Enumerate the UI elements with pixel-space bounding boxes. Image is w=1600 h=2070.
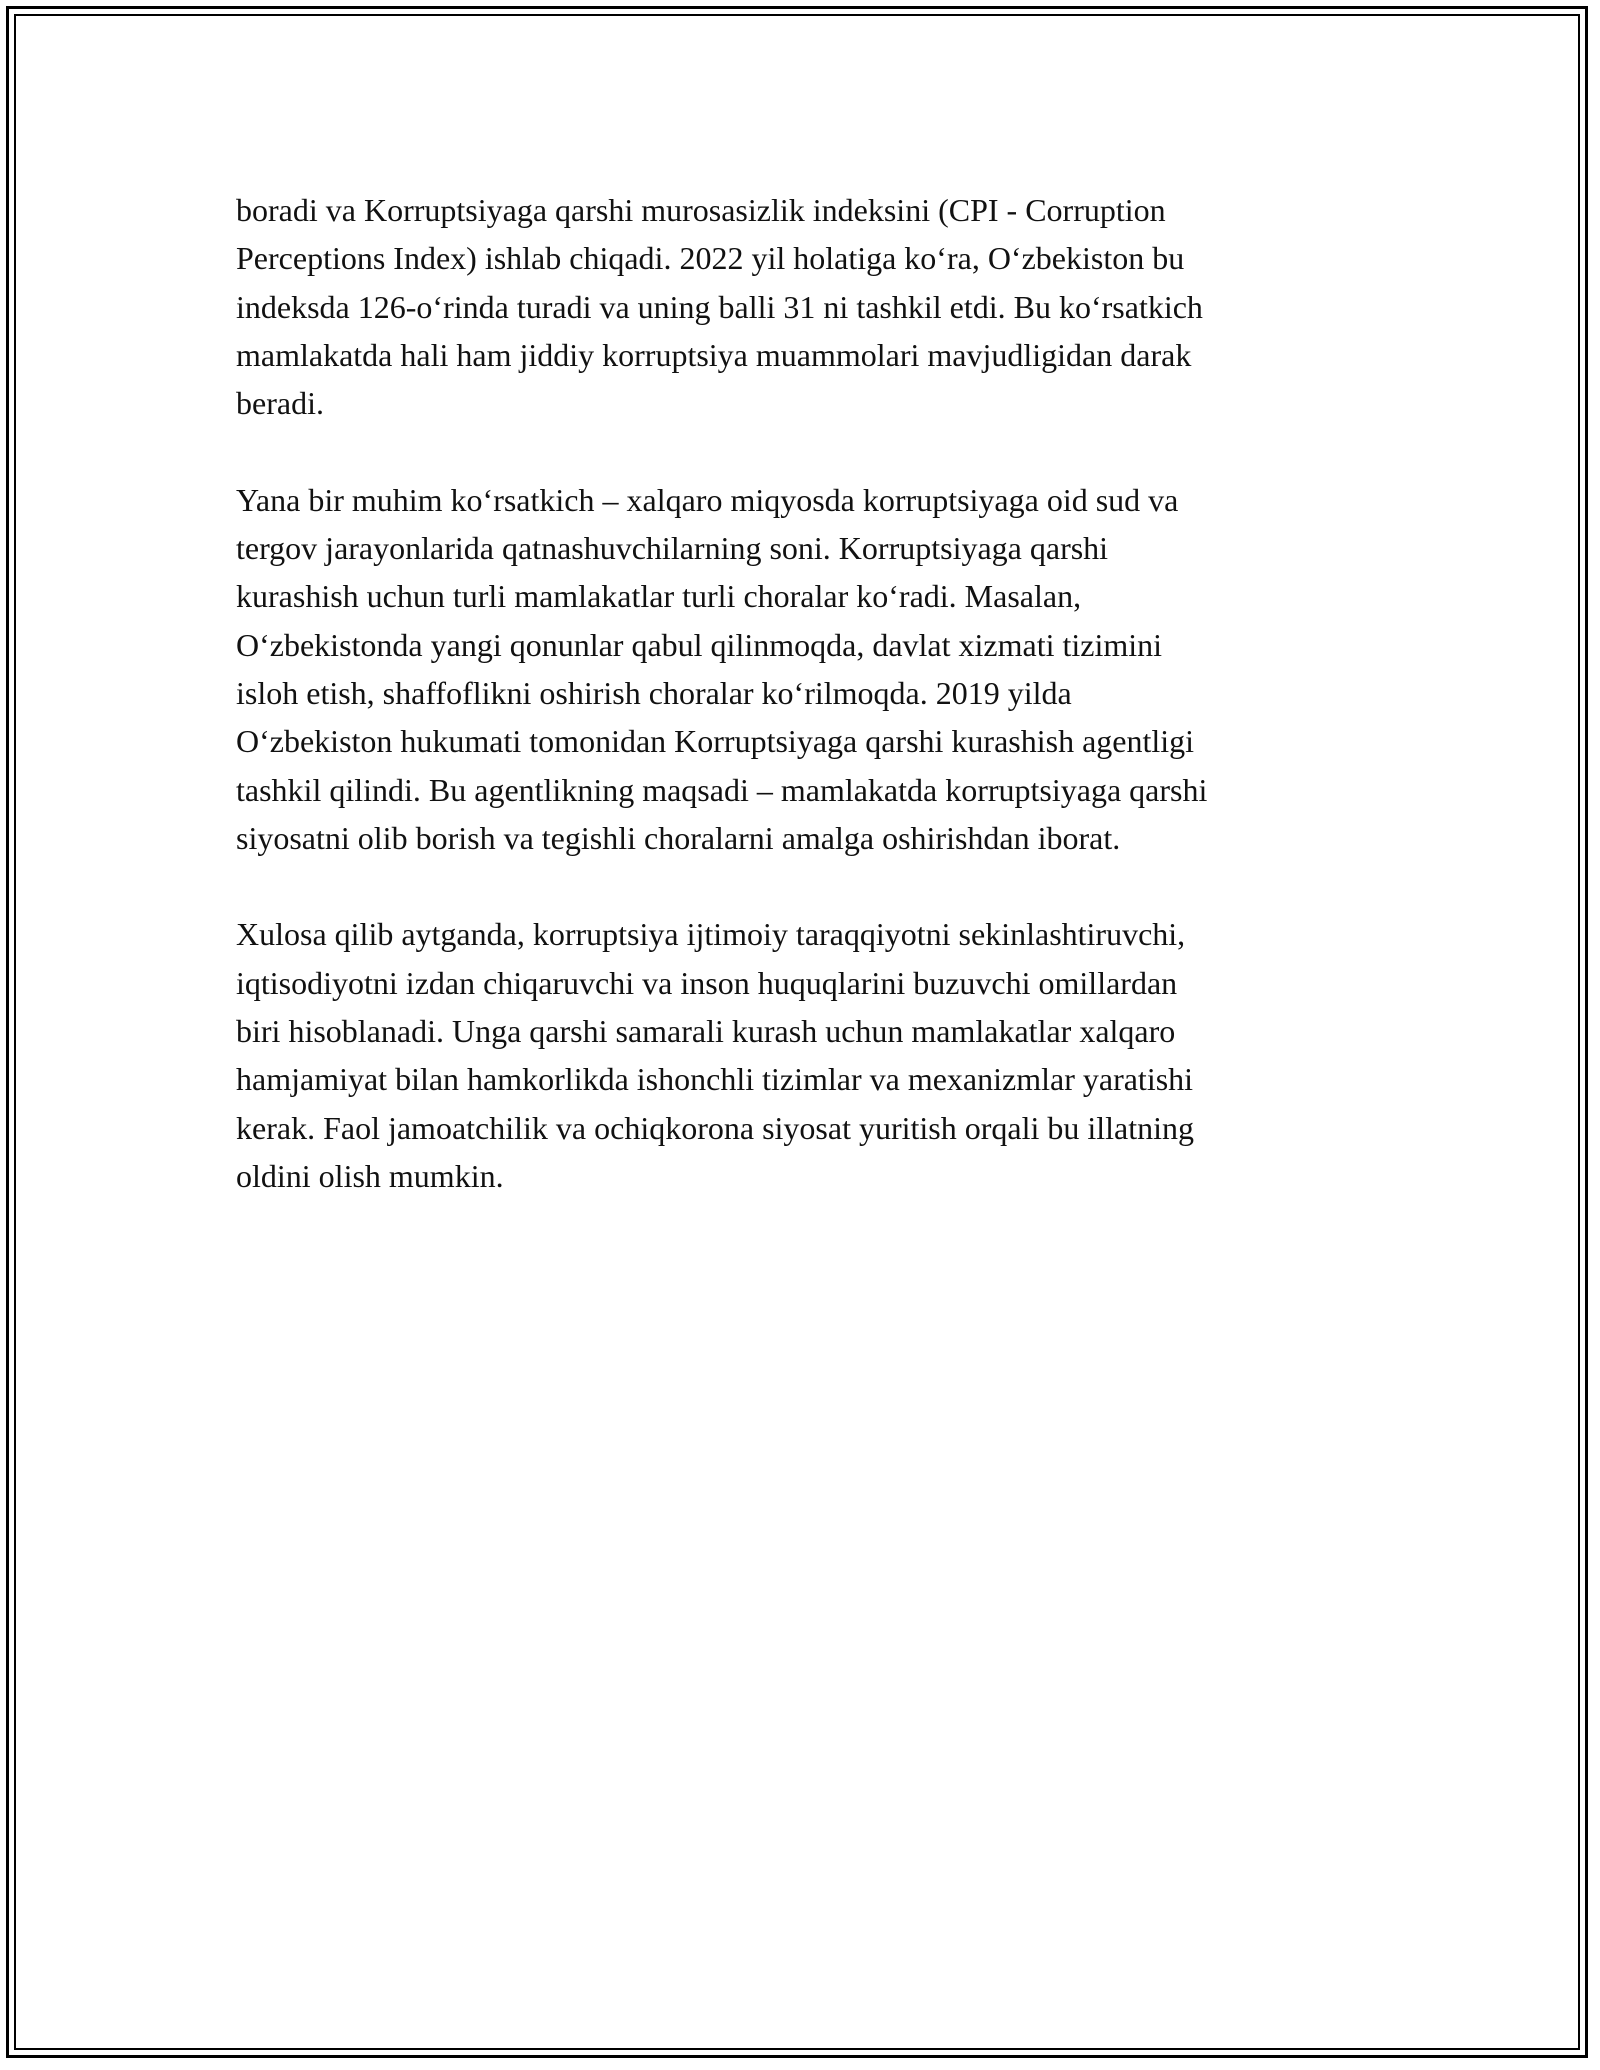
text-line: isloh etish, shaffoflikni oshirish choralar ko‘rilmoqda. 2019 yilda (236, 674, 1072, 711)
paragraph-3 (236, 910, 1376, 1200)
text-line: mamlakatda hali ham jiddiy korruptsiya muammolari mavjudligidan darak (236, 336, 1192, 373)
text-line: hamjamiyat bilan hamkorlikda ishonchli tizimlar va mexanizmlar yaratishi (236, 1061, 1194, 1098)
text-line: beradi. (236, 385, 324, 422)
text-line: siyosatni olib borish va tegishli choralarni amalga oshirishdan iborat. (236, 819, 1121, 856)
text-line: Xulosa qilib aytganda, korruptsiya ijtimoiy taraqqiyotni sekinlashtiruvchi, (236, 916, 1186, 953)
text-line: O‘zbekistonda yangi qonunlar qabul qilinmoqda, davlat xizmati tizimini (236, 626, 1163, 663)
text-line: kerak. Faol jamoatchilik va ochiqkorona siyosat yuritish orqali bu illatning (236, 1109, 1195, 1146)
text-line: biri hisoblanadi. Unga qarshi samarali kurash uchun mamlakatlar xalqaro (236, 1013, 1176, 1050)
text-line: O‘zbekiston hukumati tomonidan Korruptsiyaga qarshi kurashish agentligi (236, 723, 1195, 760)
text-line: kurashish uchun turli mamlakatlar turli choralar ko‘radi. Masalan, (236, 578, 1082, 615)
document-body (236, 186, 1376, 1249)
text-line: iqtisodiyotni izdan chiqaruvchi va inson huquqlarini buzuvchi omillardan (236, 964, 1178, 1001)
text-line: indeksda 126-o‘rinda turadi va uning balli 31 ni tashkil etdi. Bu ko‘rsatkich (236, 288, 1203, 325)
text-line: oldini olish mumkin. (236, 1157, 504, 1194)
text-line: tashkil qilindi. Bu agentlikning maqsadi – mamlakatda korruptsiyaga qarshi (236, 771, 1208, 808)
text-line: Yana bir muhim ko‘rsatkich – xalqaro miqyosda korruptsiyaga oid sud va (236, 481, 1179, 518)
text-line: tergov jarayonlarida qatnashuvchilarning soni. Korruptsiyaga qarshi (236, 530, 1109, 567)
text-line: Perceptions Index) ishlab chiqadi. 2022 yil holatiga ko‘ra, O‘zbekiston bu (236, 240, 1185, 277)
paragraph-2 (236, 476, 1376, 862)
paragraph-1 (236, 186, 1376, 427)
text-line: boradi va Korruptsiyaga qarshi murosasizlik indeksini (CPI - Corruption (236, 192, 1166, 228)
